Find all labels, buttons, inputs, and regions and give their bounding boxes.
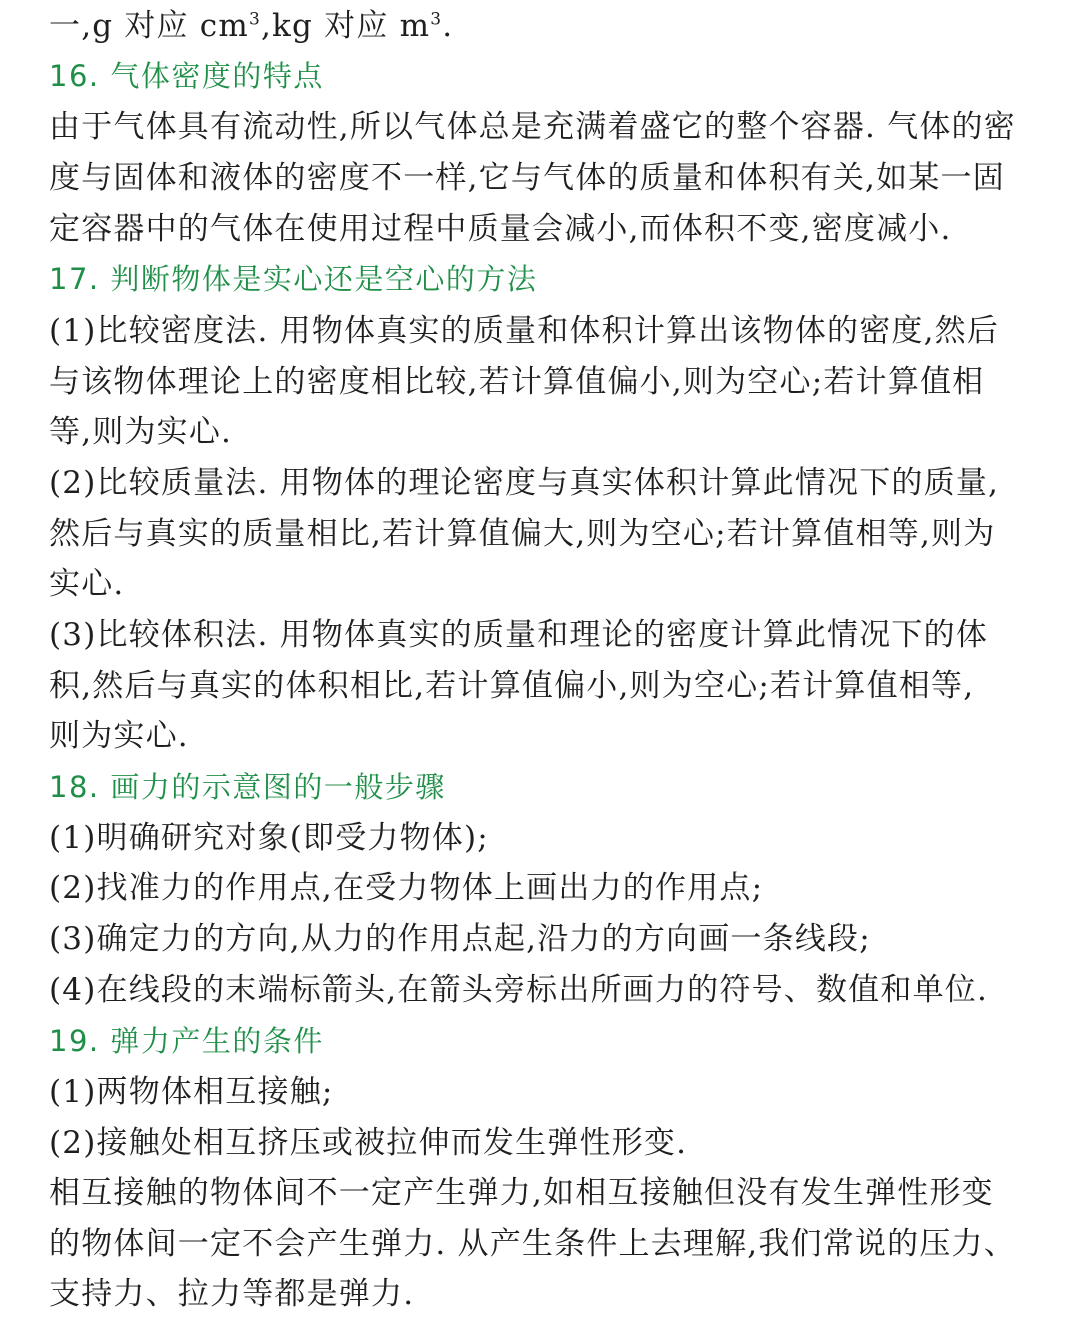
section-18-line-1: (1)明确研究对象(即受力物体); bbox=[49, 820, 489, 856]
section-17-line-5: 然后与真实的质量相比,若计算值偏大,则为空心;若计算值相等,则为 bbox=[49, 516, 996, 552]
section-16-line-3: 定容器中的气体在使用过程中质量会减小,而体积不变,密度减小. bbox=[49, 211, 952, 247]
intro-text-1: 一,g 对应 cm bbox=[49, 8, 249, 44]
section-19-line-5: 支持力、拉力等都是弹力. bbox=[49, 1276, 415, 1312]
section-16-line-1: 由于气体具有流动性,所以气体总是充满着盛它的整个容器. 气体的密 bbox=[49, 109, 1016, 145]
section-17-line-6: 实心. bbox=[49, 566, 125, 602]
cm-exponent: 3 bbox=[248, 9, 261, 30]
section-19-line-2: (2)接触处相互挤压或被拉伸而发生弹性形变. bbox=[49, 1125, 688, 1161]
section-17-line-1: (1)比较密度法. 用物体真实的质量和体积计算出该物体的密度,然后 bbox=[49, 313, 1000, 349]
section-17-line-9: 则为实心. bbox=[49, 718, 189, 754]
m-exponent: 3 bbox=[430, 9, 443, 30]
section-18-line-2: (2)找准力的作用点,在受力物体上画出力的作用点; bbox=[49, 870, 764, 906]
section-19-heading: 19. 弹力产生的条件 bbox=[49, 1024, 324, 1058]
section-19-line-4: 的物体间一定不会产生弹力. 从产生条件上去理解,我们常说的压力、 bbox=[49, 1226, 1016, 1262]
section-17-line-7: (3)比较体积法. 用物体真实的质量和理论的密度计算此情况下的体 bbox=[49, 617, 989, 653]
section-17-heading: 17. 判断物体是实心还是空心的方法 bbox=[49, 262, 538, 296]
intro-text-end: . bbox=[442, 8, 454, 44]
section-18-line-3: (3)确定力的方向,从力的作用点起,沿力的方向画一条线段; bbox=[49, 921, 871, 957]
intro-line bbox=[49, 6, 1044, 46]
section-16-line-2: 度与固体和液体的密度不一样,它与气体的质量和体积有关,如某一固 bbox=[49, 160, 1005, 196]
section-17-line-3: 等,则为实心. bbox=[49, 414, 233, 450]
section-17-line-4: (2)比较质量法. 用物体的理论密度与真实体积计算此情况下的质量, bbox=[49, 465, 1000, 501]
section-18-line-4: (4)在线段的末端标箭头,在箭头旁标出所画力的符号、数值和单位. bbox=[49, 972, 989, 1008]
section-17-line-8: 积,然后与真实的体积相比,若计算值偏小,则为空心;若计算值相等, bbox=[49, 668, 975, 704]
section-16-heading: 16. 气体密度的特点 bbox=[49, 59, 324, 93]
section-19-line-3: 相互接触的物体间不一定产生弹力,如相互接触但没有发生弹性形变 bbox=[49, 1175, 994, 1211]
intro-text-2: ,kg 对应 m bbox=[261, 8, 431, 44]
section-17-line-2: 与该物体理论上的密度相比较,若计算值偏小,则为空心;若计算值相 bbox=[49, 364, 985, 400]
section-19-line-1: (1)两物体相互接触; bbox=[49, 1074, 334, 1110]
section-18-heading: 18. 画力的示意图的一般步骤 bbox=[49, 770, 446, 804]
